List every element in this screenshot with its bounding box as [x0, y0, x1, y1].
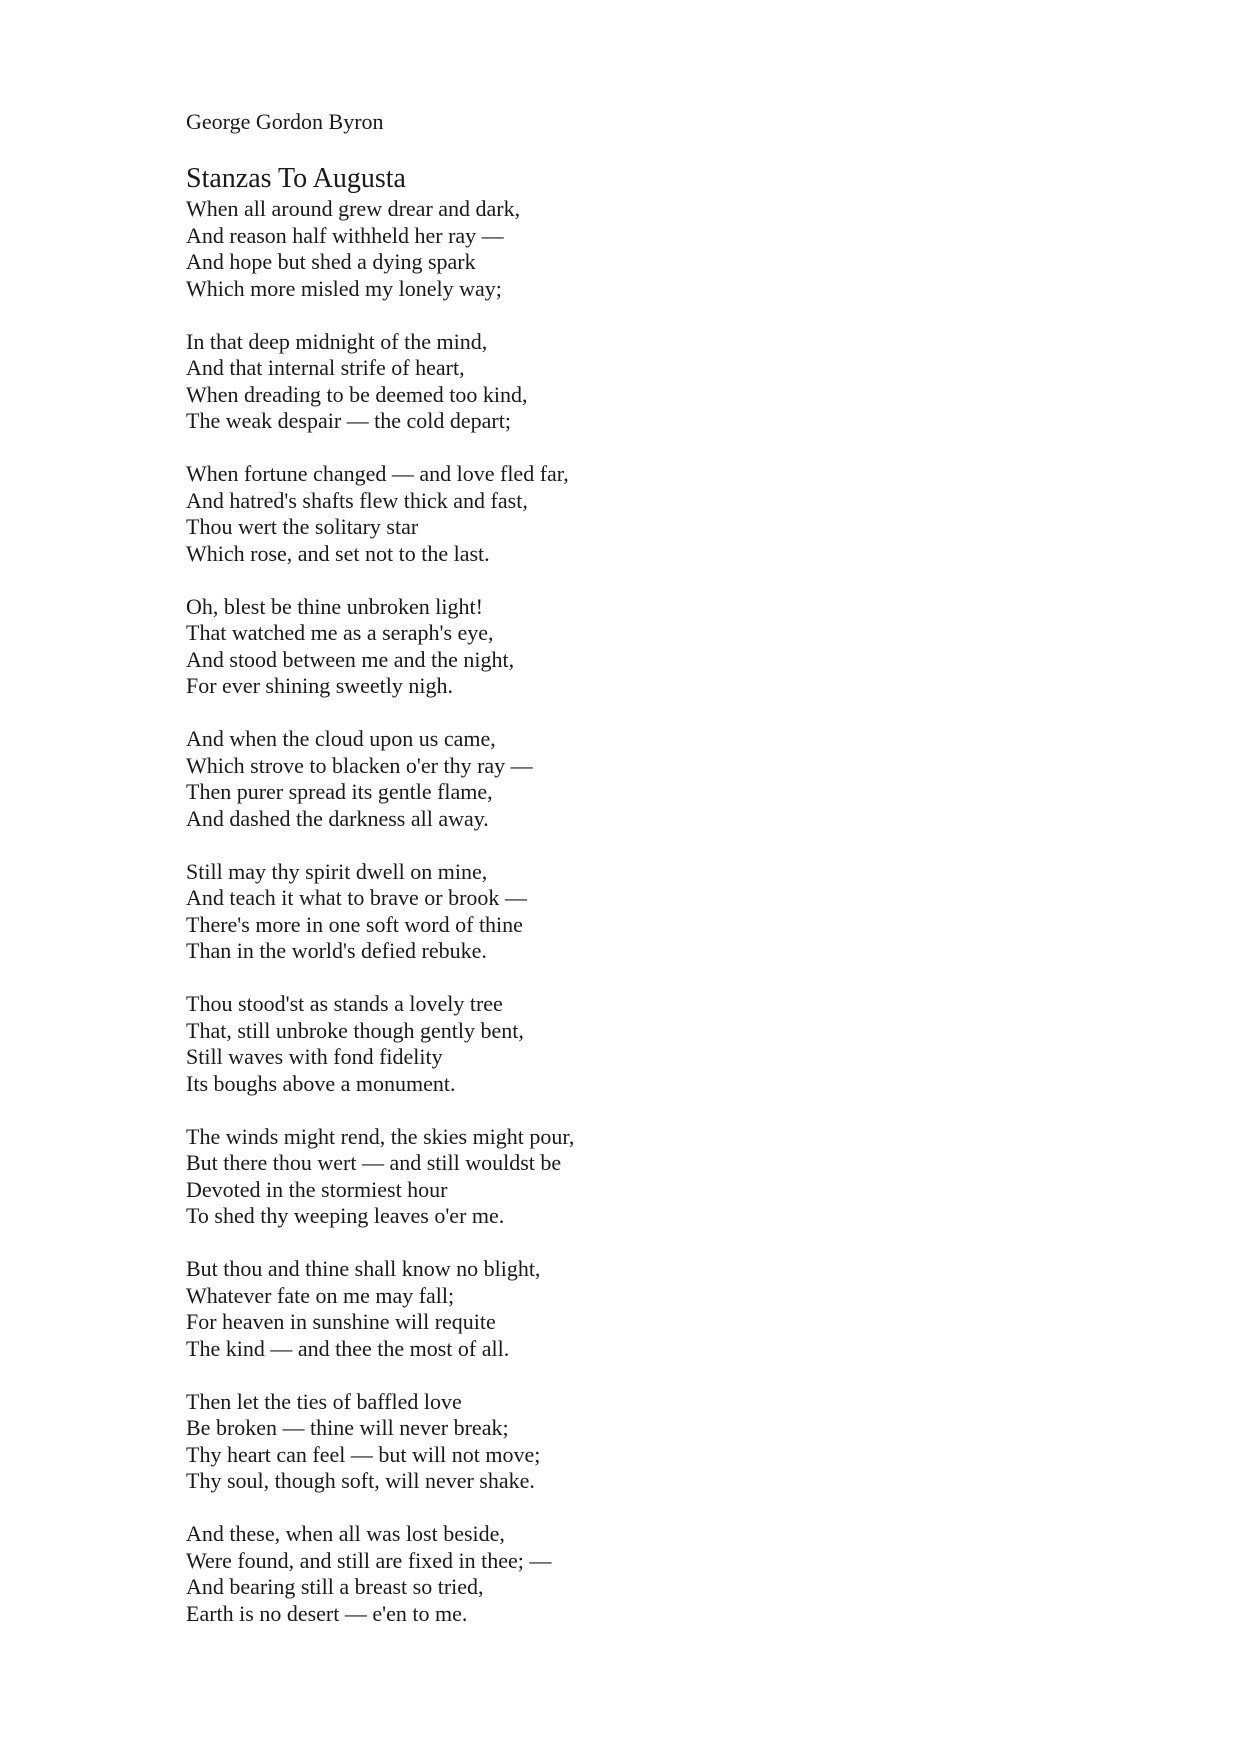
poem-line: When dreading to be deemed too kind,	[186, 381, 528, 407]
poem-line: Still may thy spirit dwell on mine,	[186, 858, 488, 884]
poem-line: The winds might rend, the skies might pour,	[186, 1123, 575, 1149]
stanza	[186, 329, 1086, 435]
poem-line: Still waves with fond fidelity	[186, 1044, 443, 1069]
stanza	[186, 1124, 1086, 1230]
poem-line: But there thou wert — and still wouldst be	[186, 1150, 562, 1175]
poem-line: Then let the ties of baffled love	[186, 1388, 462, 1414]
stanza	[186, 1256, 1086, 1362]
poem-line: Be broken — thine will never break;	[186, 1415, 509, 1440]
poem-line: And bearing still a breast so tried,	[186, 1574, 484, 1599]
stanza	[186, 594, 1086, 700]
poem-line: And dashed the darkness all away.	[186, 805, 489, 831]
poem-line: And reason half withheld her ray —	[186, 222, 504, 248]
poem-line: And that internal strife of heart,	[186, 355, 465, 380]
poem-line: Thou stood'st as stands a lovely tree	[186, 991, 503, 1016]
poem-line: When fortune changed — and love fled far,	[186, 461, 569, 486]
stanza	[186, 196, 1086, 302]
poem-line: And teach it what to brave or brook —	[186, 885, 527, 910]
stanza	[186, 859, 1086, 965]
poem-body	[186, 196, 1086, 1627]
poem-line: The kind — and thee the most of all.	[186, 1335, 510, 1361]
stanza	[186, 461, 1086, 567]
poem-line: And when the cloud upon us came,	[186, 726, 496, 751]
poem-line: That watched me as a seraph's eye,	[186, 620, 494, 645]
document-page	[186, 108, 1086, 1654]
poem-line: That, still unbroke though gently bent,	[186, 1017, 524, 1043]
poem-line: And hatred's shafts flew thick and fast,	[186, 487, 528, 513]
stanza	[186, 1521, 1086, 1627]
poem-line: But thou and thine shall know no blight,	[186, 1256, 541, 1281]
poem-line: And hope but shed a dying spark	[186, 249, 476, 274]
author-name: George Gordon Byron	[186, 109, 384, 134]
poem-line: Thy soul, though soft, will never shake.	[186, 1468, 535, 1493]
poem-line: And stood between me and the night,	[186, 646, 515, 672]
poem-title: Stanzas To Augusta	[186, 163, 406, 194]
poem-line: In that deep midnight of the mind,	[186, 328, 488, 354]
poem-line: Thy heart can feel — but will not move;	[186, 1441, 541, 1467]
poem-line: Whatever fate on me may fall;	[186, 1282, 455, 1308]
poem-line: Its boughs above a monument.	[186, 1070, 456, 1096]
poem-line: And these, when all was lost beside,	[186, 1521, 505, 1546]
stanza	[186, 991, 1086, 1097]
poem-line: For heaven in sunshine will requite	[186, 1309, 496, 1334]
poem-line: Which more misled my lonely way;	[186, 275, 502, 301]
poem-line: Oh, blest be thine unbroken light!	[186, 593, 483, 619]
stanza	[186, 1389, 1086, 1495]
stanza	[186, 726, 1086, 832]
poem-line: For ever shining sweetly nigh.	[186, 673, 454, 698]
poem-line: Were found, and still are fixed in thee; —	[186, 1547, 552, 1573]
poem-line: To shed thy weeping leaves o'er me.	[186, 1203, 505, 1228]
poem-line: Which rose, and set not to the last.	[186, 540, 490, 566]
poem-line: Earth is no desert — e'en to me.	[186, 1600, 468, 1626]
poem-line: Then purer spread its gentle flame,	[186, 779, 493, 804]
poem-line: When all around grew drear and dark,	[186, 196, 521, 221]
poem-line: Which strove to blacken o'er thy ray —	[186, 752, 533, 778]
poem-line: There's more in one soft word of thine	[186, 911, 523, 937]
poem-line: Devoted in the stormiest hour	[186, 1176, 448, 1202]
poem-line: Than in the world's defied rebuke.	[186, 938, 487, 963]
poem-line: The weak despair — the cold depart;	[186, 408, 511, 433]
poem-line: Thou wert the solitary star	[186, 514, 419, 539]
